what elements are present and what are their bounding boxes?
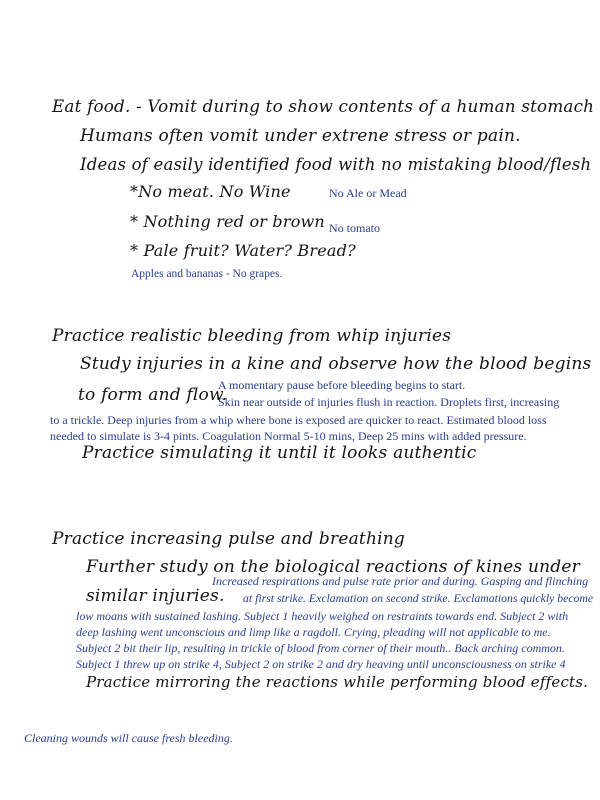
pulse-note-c: low moans with sustained lashing. Subject 1 heavily weighed on restraints towards end. Subject 2 with — [76, 609, 569, 623]
food-bullet-1: *No meat. No Wine — [130, 182, 291, 201]
food-note-2: No tomato — [329, 221, 380, 235]
pulse-note-b: at first strike. Exclamation on second strike. Exclamations quickly become — [243, 592, 594, 605]
pulse-note-d: deep lashing went unconscious and limp like a ragdoll. Crying, pleading will not applicable to me. — [76, 625, 551, 639]
food-line-1: Humans often vomit under extrene stress or pain. — [80, 126, 521, 146]
bleeding-line-2: to form and flow. — [78, 385, 228, 405]
pulse-line-1: Further study on the biological reactions of kines under — [86, 557, 580, 577]
bleeding-note-c: to a trickle. Deep injuries from a whip where bone is exposed are quicker to react. Estimated blood loss — [50, 413, 547, 427]
bleeding-note-b: Skin near outside of injuries flush in reaction. Droplets first, increasing — [218, 395, 560, 409]
bleeding-line-3: Practice simulating it until it looks authentic — [82, 443, 477, 463]
pulse-note-a: Increased respirations and pulse rate prior and during. Gasping and flinching — [212, 574, 589, 588]
bleeding-note-a: A momentary pause before bleeding begins to start. — [218, 378, 466, 392]
bleeding-note-d: needed to simulate is 3-4 pints. Coagulation Normal 5-10 mins, Deep 25 mins with added pressure. — [50, 429, 527, 443]
food-note-3: Apples and bananas - No grapes. — [131, 268, 283, 280]
pulse-note-f: Subject 1 threw up on strike 4, Subject 2 on strike 2 and dry heaving until unconsciousness on strike 4 — [76, 657, 566, 671]
pulse-line-2: similar injuries. — [86, 586, 225, 606]
pulse-note-e: Subject 2 bit their lip, resulting in trickle of blood from corner of their mouth.. Back arching common. — [76, 641, 565, 655]
pulse-heading: Practice increasing pulse and breathing — [52, 529, 405, 549]
footer-note: Cleaning wounds will cause fresh bleeding. — [24, 731, 233, 745]
bleeding-heading: Practice realistic bleeding from whip injuries — [52, 326, 452, 346]
food-bullet-2: * Nothing red or brown — [130, 212, 325, 231]
bleeding-line-1: Study injuries in a kine and observe how the blood begins — [80, 354, 592, 374]
food-heading: Eat food. - Vomit during to show contents of a human stomach — [52, 96, 595, 116]
pulse-line-3: Practice mirroring the reactions while performing blood effects. — [86, 673, 589, 691]
food-bullet-3: * Pale fruit? Water? Bread? — [130, 241, 356, 260]
food-line-2: Ideas of easily identified food with no mistaking blood/flesh — [80, 155, 592, 174]
food-note-1: No Ale or Mead — [329, 186, 407, 200]
